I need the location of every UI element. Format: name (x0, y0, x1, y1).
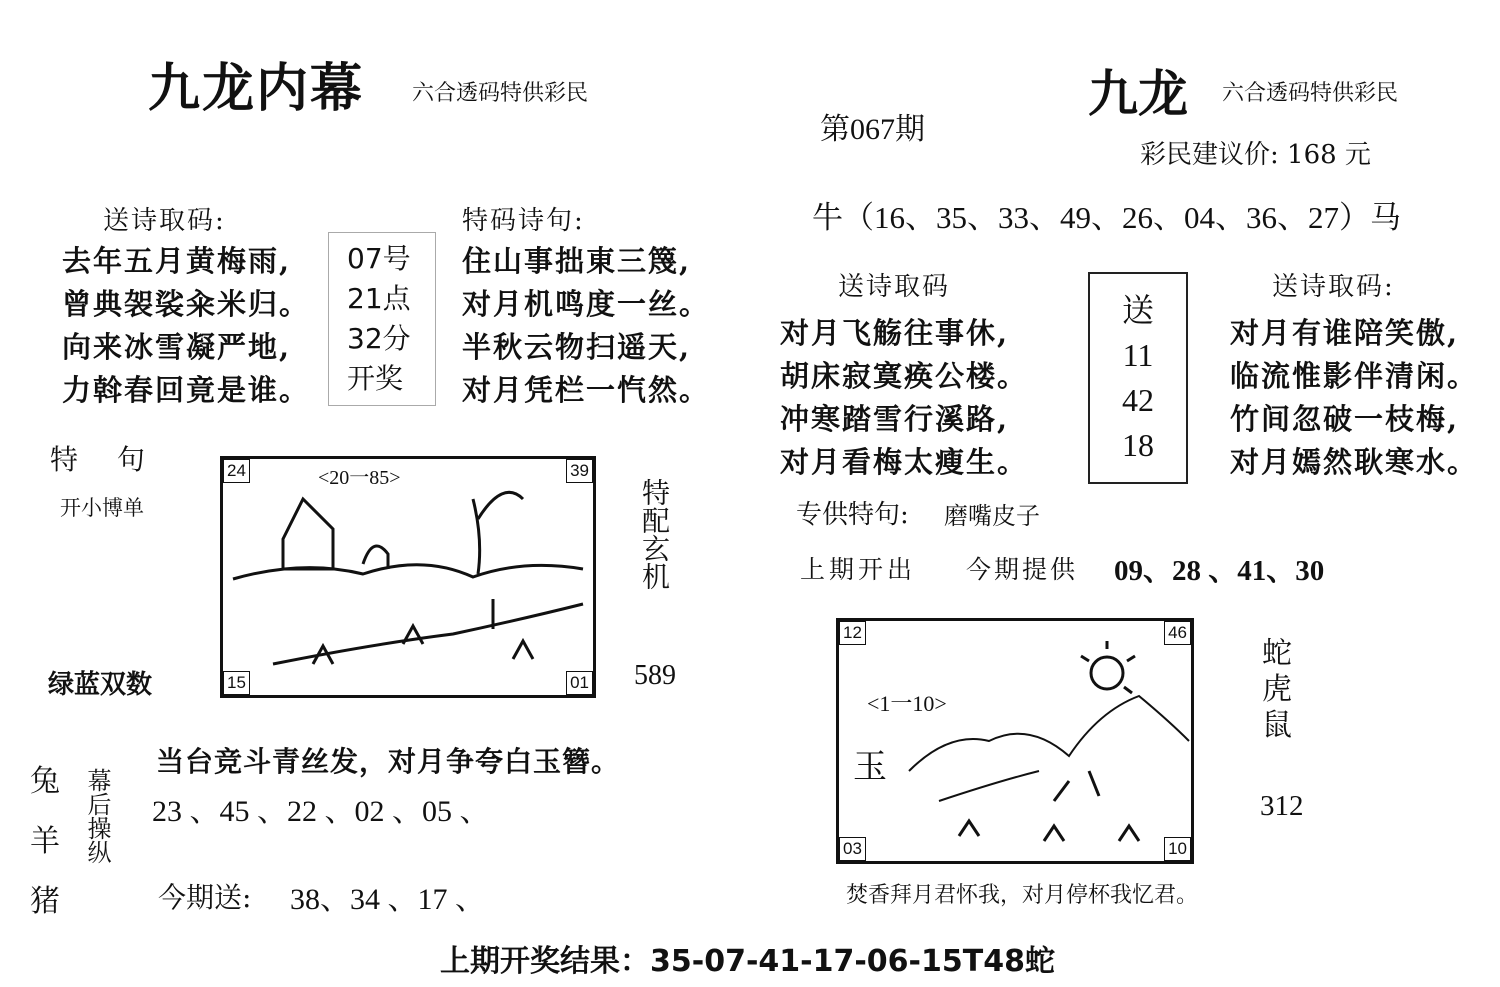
draw-minute: 32分 (347, 322, 411, 355)
left-sketch-corner-tl: 24 (223, 459, 250, 483)
right-poem-heading-left: 送诗取码 (838, 272, 951, 302)
zodiac-item: 虎 (1262, 672, 1292, 707)
left-sketch-corner-bl: 15 (223, 671, 250, 695)
right-sketch-corner-bl: 03 (839, 837, 866, 861)
right-side-number: 312 (1260, 790, 1304, 822)
poem-line: 对月嫣然耿寒水。 (1230, 445, 1479, 479)
right-sketch-corner-tl: 12 (839, 621, 866, 645)
poem-line: 力斡春回竟是谁。 (62, 373, 311, 407)
poem-line: 胡床寂寞痪公楼。 (780, 359, 1029, 393)
send-number: 11 (1122, 337, 1154, 373)
right-provide-numbers: 09、28 、41、30 (1114, 555, 1325, 587)
left-poem-heading-left: 送诗取码: (103, 206, 226, 236)
left-sketch-text: <20一85> (318, 467, 401, 489)
zodiac-item: 鼠 (1262, 708, 1292, 743)
left-center-box (328, 232, 436, 406)
left-behind-vertical: 幕后操纵 (83, 768, 111, 864)
right-poem-heading-right: 送诗取码: (1272, 272, 1395, 302)
poem-line: 临流惟影伴清闲。 (1230, 359, 1479, 393)
right-sketch-char: 玉 (853, 749, 887, 786)
draw-number: 07号 (347, 242, 411, 275)
poem-line: 去年五月黄梅雨, (62, 244, 292, 278)
right-side-vertical (1262, 636, 1292, 744)
right-special-label: 专供特句: (796, 500, 909, 530)
right-sketch-corner-br: 10 (1164, 837, 1191, 861)
left-subtitle: 六合透码特供彩民 (412, 81, 589, 106)
right-price: 彩民建议价: 168 元 (1140, 140, 1371, 170)
poem-line: 对月凭栏一忾然。 (462, 373, 711, 407)
right-poem-left (780, 312, 1028, 484)
right-poem-right (1230, 312, 1478, 484)
left-poem-right (462, 240, 710, 412)
send-label: 送 (1121, 292, 1154, 328)
poem-line: 住山事拙東三篾, (462, 244, 692, 278)
left-send-numbers: 38、34 、17 、 (290, 883, 485, 916)
zodiac-item: 羊 (30, 824, 60, 859)
send-number: 18 (1122, 427, 1154, 463)
left-verse: 当台竞斗青丝发，对月争夸白玉簪。 (156, 745, 621, 778)
left-sketch-drawing (223, 459, 593, 695)
zodiac-item: 猪 (30, 884, 60, 919)
poem-line: 竹间忽破一枝梅, (1230, 402, 1460, 436)
send-number: 42 (1122, 382, 1154, 418)
footer-result: 上期开奖结果：35-07-41-17-06-15T48蛇 (440, 944, 1055, 979)
poem-line: 对月飞觞往事休, (780, 316, 1010, 350)
left-special-label: 特 句 (50, 443, 145, 476)
right-provide-label: 今期提供 (966, 555, 1079, 584)
right-subtitle: 六合透码特供彩民 (1222, 81, 1399, 106)
right-last-label: 上期开出 (800, 555, 917, 584)
poem-line: 对月机鸣度一丝。 (462, 287, 711, 321)
poem-line: 向来冰雪凝严地, (62, 330, 292, 364)
poem-line: 对月有谁陪笑傲, (1230, 316, 1460, 350)
left-green-blue: 绿蓝双数 (48, 670, 153, 700)
draw-hour: 21点 (347, 282, 411, 315)
zodiac-item: 兔 (30, 764, 60, 799)
right-sketch (836, 618, 1194, 864)
poem-line: 冲寒踏雪行溪路, (780, 402, 1010, 436)
zodiac-item: 蛇 (1262, 636, 1292, 671)
right-sketch-drawing (839, 621, 1191, 861)
right-title: 九龙 (1088, 64, 1188, 123)
left-poem-heading-right: 特码诗句: (462, 206, 585, 236)
left-poem-left (62, 240, 310, 412)
left-sketch-corner-br: 01 (566, 671, 593, 695)
right-sketch-corner-tr: 46 (1164, 621, 1191, 645)
left-side-vertical: 特配玄机 (638, 478, 671, 590)
right-issue: 第067期 (820, 113, 925, 146)
right-center-box (1088, 272, 1188, 484)
left-zodiac-vertical (30, 752, 60, 932)
left-numbers-row: 23 、45 、22 、02 、05 、 (152, 795, 490, 828)
right-verse: 焚香拜月君怀我，对月停杯我忆君。 (846, 883, 1199, 908)
left-special-text: 开小博单 (60, 496, 144, 520)
poem-line: 对月看梅太瘦生。 (780, 445, 1029, 479)
right-ox-row: 牛（16、35、33、49、26、04、36、27）马 (812, 200, 1401, 235)
left-title: 九龙内幕 (148, 58, 365, 119)
left-side-number: 589 (634, 660, 676, 691)
left-send-label: 今期送: (158, 881, 252, 914)
left-sketch (220, 456, 596, 698)
right-special-text: 磨嘴皮子 (944, 502, 1040, 530)
draw-label: 开奖 (347, 362, 404, 395)
right-sketch-text: <1一10> (867, 691, 947, 716)
poem-line: 半秋云物扫遥天, (462, 330, 692, 364)
poem-line: 曾典袈裟籴米归。 (62, 287, 311, 321)
left-sketch-corner-tr: 39 (566, 459, 593, 483)
